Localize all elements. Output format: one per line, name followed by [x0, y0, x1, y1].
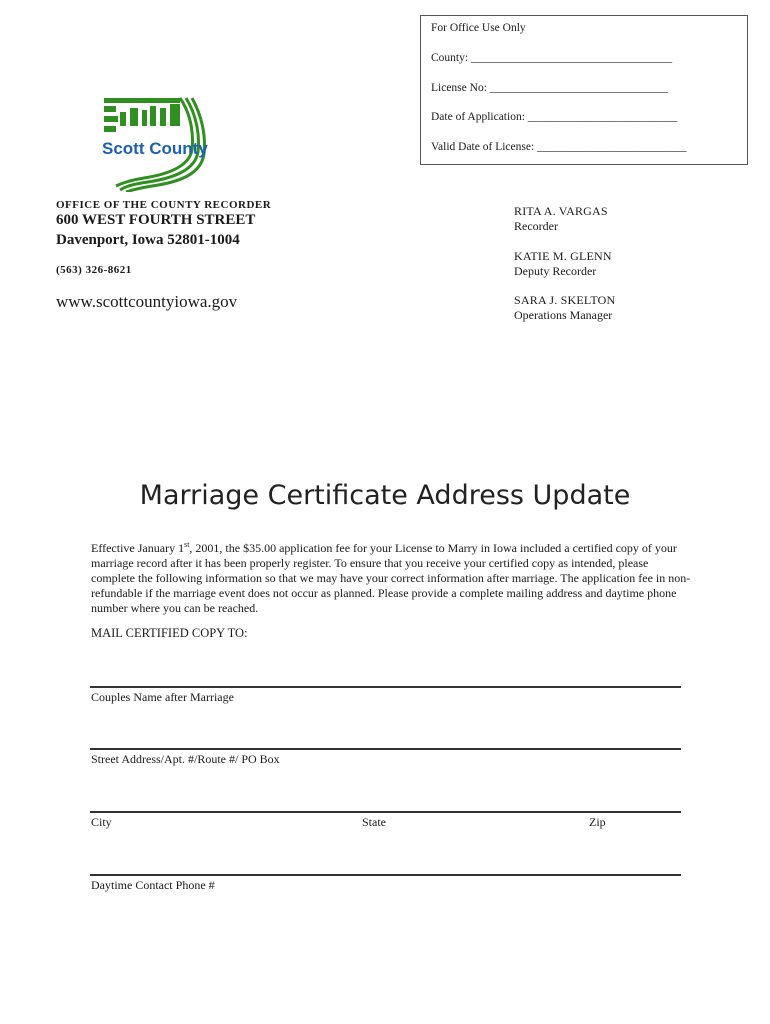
office-street: 600 WEST FOURTH STREET	[56, 212, 256, 228]
street-address-label: Street Address/Apt. #/Route #/ PO Box	[91, 752, 280, 766]
valid-date-field: Valid Date of License: __________________________	[431, 141, 687, 153]
date-of-application-field: Date of Application: __________________________	[431, 111, 678, 123]
staff-name-operations: SARA J. SKELTON	[514, 293, 616, 307]
intro-paragraph	[91, 537, 691, 616]
page-title: Marriage Certificate Address Update	[139, 480, 631, 511]
staff-title-recorder: Recorder	[514, 219, 558, 233]
logo-graphic	[96, 94, 211, 192]
city-label: City	[91, 815, 112, 829]
couples-name-line[interactable]	[90, 686, 681, 688]
license-no-field: License No: _______________________________	[431, 82, 669, 94]
couples-name-label: Couples Name after Marriage	[91, 690, 234, 704]
scott-county-logo	[96, 94, 211, 192]
staff-name-recorder: RITA A. VARGAS	[514, 204, 608, 218]
office-phone: (563) 326-8621	[56, 264, 132, 276]
intro-part1: Effective January 1	[91, 541, 185, 555]
staff-title-operations: Operations Manager	[514, 308, 613, 322]
phone-line[interactable]	[90, 874, 681, 876]
office-name: OFFICE OF THE COUNTY RECORDER	[56, 199, 272, 211]
county-field: County: ___________________________________	[431, 52, 673, 64]
logo-text: Scott County	[102, 139, 208, 158]
intro-part2: , 2001, the $35.00 application fee for your License to Marry in Iowa included a certified copy of your marriage record after it has been properly register. To ensure that you receive your certified copy as intended, please complete the following information so that we may have your correct information after marriage. The application fee in non-refundable if the marriage event does not occur as planned. Please provide a complete mailing address and daytime phone number where you can be reached.	[91, 541, 691, 615]
city-state-zip-line[interactable]	[90, 811, 681, 813]
staff-name-deputy: KATIE M. GLENN	[514, 249, 612, 263]
office-website[interactable]: www.scottcountyiowa.gov	[56, 292, 238, 311]
state-label: State	[362, 815, 386, 829]
mail-certified-copy-label: MAIL CERTIFIED COPY TO:	[91, 626, 248, 640]
phone-label: Daytime Contact Phone #	[91, 878, 215, 892]
intro-sup: st	[184, 540, 190, 549]
zip-label: Zip	[589, 815, 606, 829]
office-city: Davenport, Iowa 52801-1004	[56, 232, 240, 248]
staff-title-deputy: Deputy Recorder	[514, 264, 597, 278]
office-use-heading: For Office Use Only	[431, 22, 526, 34]
office-use-box	[420, 15, 748, 165]
street-address-line[interactable]	[90, 748, 681, 750]
